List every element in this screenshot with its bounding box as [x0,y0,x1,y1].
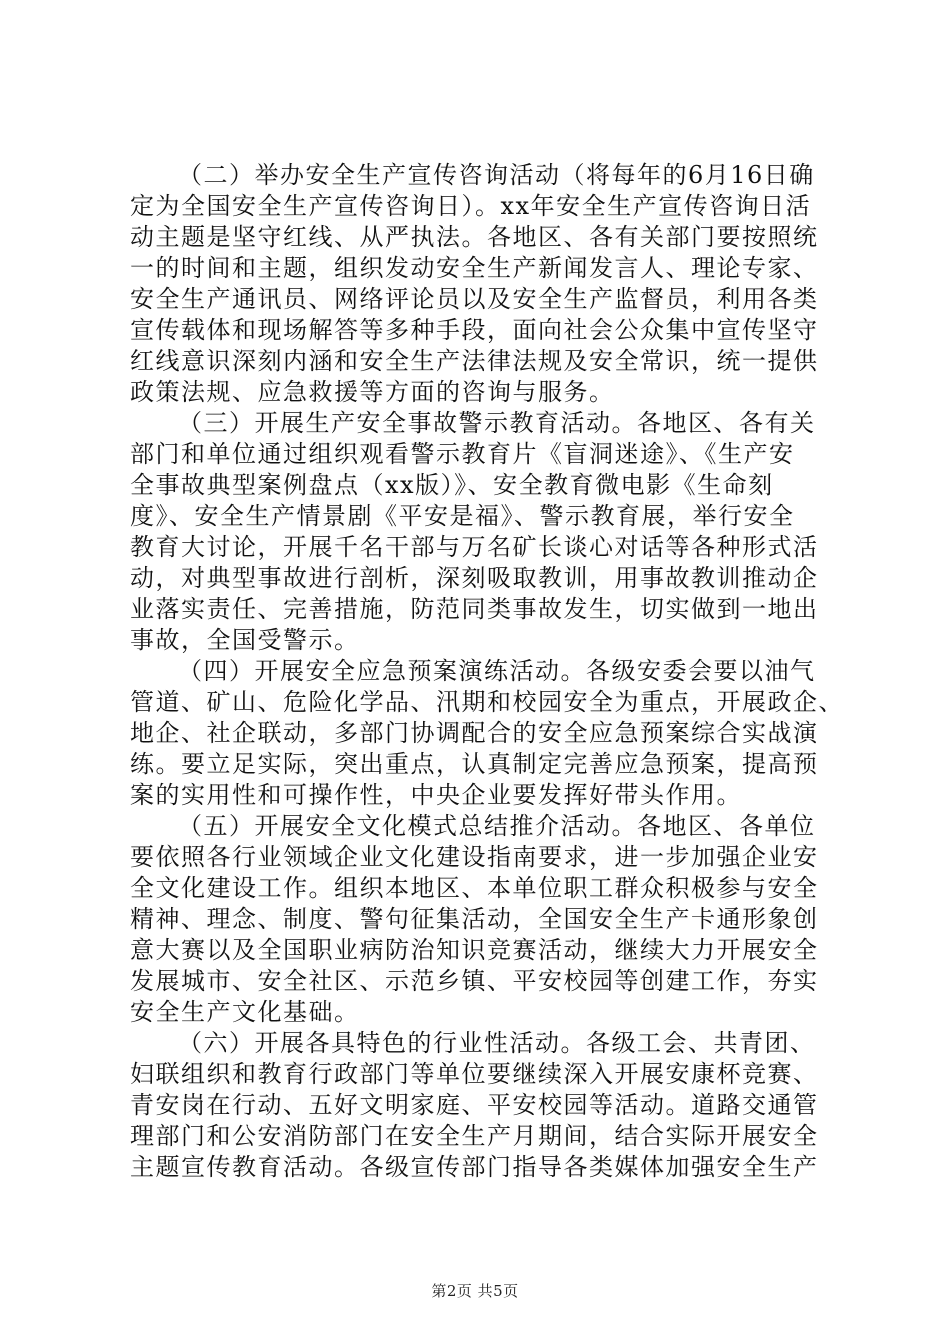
text-line: 政策法规、应急救援等方面的咨询与服务。 [130,378,615,406]
text-line: 动，对典型事故进行剖析，深刻吸取教训，用事故教训推动企 [130,564,819,592]
text-line: 安全生产通讯员、网络评论员以及安全生产监督员，利用各类 [130,285,819,313]
text-line: 定为全国安全生产宣传咨询日）。xx年安全生产宣传咨询日活 [130,192,812,220]
text-line: 练。要立足实际，突出重点，认真制定完善应急预案，提高预 [130,750,819,778]
text-line: 全事故典型案例盘点（xx版）》、安全教育微电影《生命刻 [130,471,774,499]
text-line: 主题宣传教育活动。各级宣传部门指导各类媒体加强安全生产 [130,1153,819,1181]
text-line: 宣传载体和现场解答等多种手段，面向社会公众集中宣传坚守 [130,316,819,344]
text-line: 意大赛以及全国职业病防治知识竞赛活动，继续大力开展安全 [130,936,819,964]
text-line: 动主题是坚守红线、从严执法。各地区、各有关部门要按照统 [130,223,819,251]
text-line: 度》、安全生产情景剧《平安是福》、警示教育展，举行安全 [130,502,795,530]
text-line: 事故，全国受警示。 [130,626,360,654]
text-line: 红线意识深刻内涵和安全生产法律法规及安全常识，统一提供 [130,347,819,375]
text-line: 地企、社企联动，多部门协调配合的安全应急预案综合实战演 [130,719,819,747]
text-line: （四）开展安全应急预案演练活动。各级安委会要以油气 [178,657,816,685]
text-line: 发展城市、安全社区、示范乡镇、平安校园等创建工作，夯实 [130,967,819,995]
text-line: 理部门和公安消防部门在安全生产月期间，结合实际开展安全 [130,1122,819,1150]
text-line: （二）举办安全生产宣传咨询活动（将每年的6月16日确 [178,161,815,189]
text-line: （三）开展生产安全事故警示教育活动。各地区、各有关 [178,409,816,437]
text-line: 一的时间和主题，组织发动安全生产新闻发言人、理论专家、 [130,254,819,282]
text-line: 妇联组织和教育行政部门等单位要继续深入开展安康杯竞赛、 [130,1060,819,1088]
text-line: （六）开展各具特色的行业性活动。各级工会、共青团、 [178,1029,816,1057]
text-line: 管道、矿山、危险化学品、汛期和校园安全为重点，开展政企、 [130,688,844,716]
text-line: 案的实用性和可操作性，中央企业要发挥好带头作用。 [130,781,742,809]
text-line: 精神、理念、制度、警句征集活动，全国安全生产卡通形象创 [130,905,819,933]
text-line: 要依照各行业领域企业文化建设指南要求，进一步加强企业安 [130,843,819,871]
text-line: 全文化建设工作。组织本地区、本单位职工群众积极参与安全 [130,874,819,902]
text-line: （五）开展安全文化模式总结推介活动。各地区、各单位 [178,812,816,840]
text-line: 部门和单位通过组织观看警示教育片《盲洞迷途》、《生产安 [130,440,795,468]
text-line: 业落实责任、完善措施，防范同类事故发生，切实做到一地出 [130,595,819,623]
page-footer: 第2页 共5页 [431,1282,519,1300]
text-line: 青安岗在行动、五好文明家庭、平安校园等活动。道路交通管 [130,1091,819,1119]
text-line: 教育大讨论，开展千名干部与万名矿长谈心对话等各种形式活 [130,533,819,561]
text-line: 安全生产文化基础。 [130,998,360,1026]
document-body [130,160,844,1183]
